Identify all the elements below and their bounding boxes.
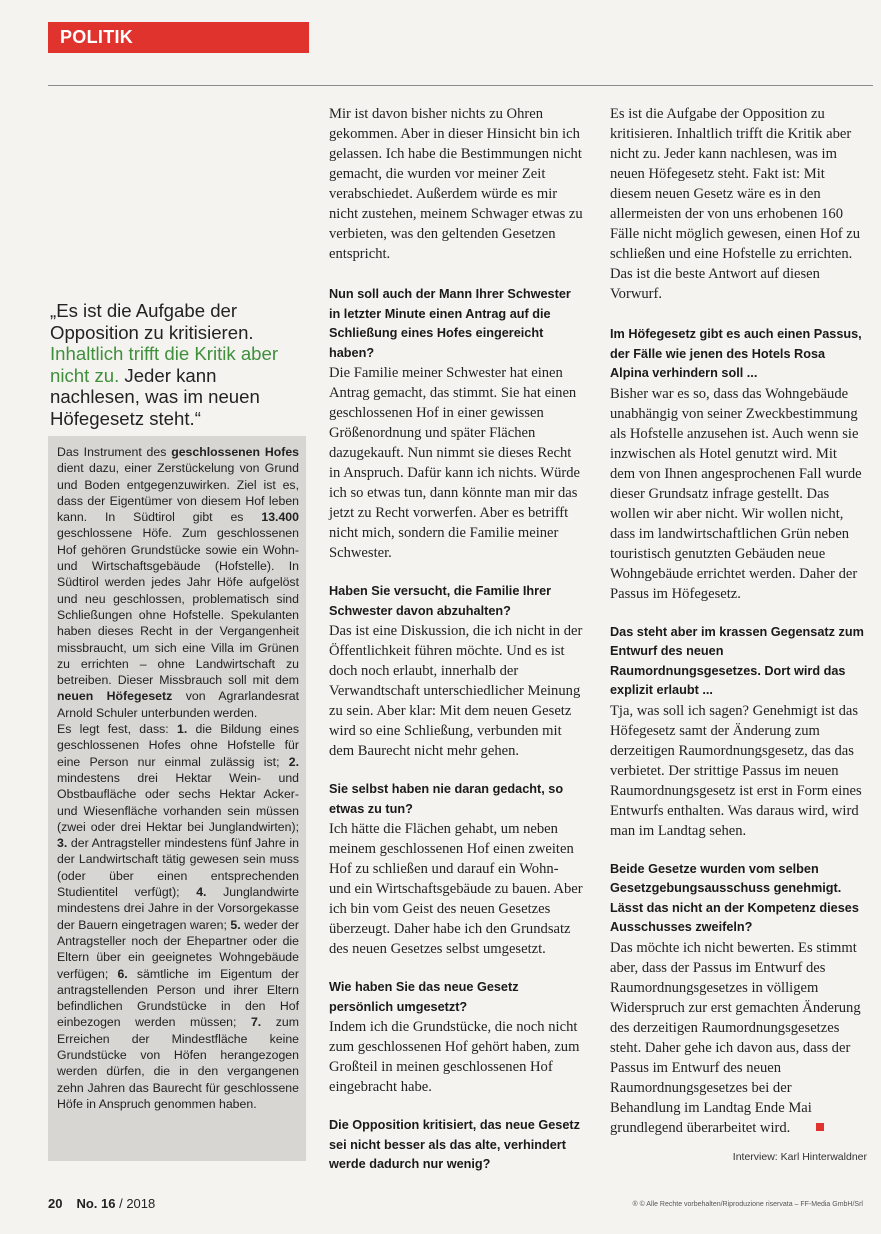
list-number: 2. — [288, 754, 299, 769]
end-of-article-mark — [816, 1123, 824, 1131]
info-text: von Agrarlandesrat Arnold Schuler unterbunden werden. — [57, 689, 300, 720]
answer-final — [610, 938, 865, 1138]
info-text: Es legt fest, dass: — [57, 722, 177, 737]
question: Wie haben Sie das neue Gesetz persönlich umgesetzt? — [329, 980, 519, 1014]
page-number: 20 — [48, 1196, 63, 1211]
issue-number: No. 16 — [76, 1196, 116, 1211]
answer: Indem ich die Grundstücke, die noch nicht zum geschlossenen Hof gehört haben, zum Großteil in meinen geschlossenen Hof eingebracht habe. — [329, 1019, 580, 1095]
answer: Ich hätte die Flächen gehabt, um neben meinem geschlossenen Hof einen zweiten Hof zu schließen und darauf ein Wohn- und ein Wirtschaftsgebäude zu bauen. Aber ich bin vom Geist des neuen Gesetzes überzeugt. Daher habe ich den Grundsatz des neuen Gesetzes selbst umgesetzt. — [329, 821, 583, 957]
question: Die Opposition kritisiert, das neue Gesetz sei nicht besser als das alte, verhindert werde dadurch nur wenig? — [329, 1118, 580, 1171]
list-number: 5. — [230, 917, 241, 932]
info-text: dient dazu, einer Zerstückelung von Grund und Boden entgegenzuwirken. Ziel ist es, dass der Eigentümer von diesem Hof leben kann. In Südtirol gibt es — [57, 461, 299, 525]
list-number: 7. — [250, 1015, 262, 1030]
header-divider — [48, 85, 873, 86]
section-label: POLITIK — [48, 22, 309, 53]
question: Haben Sie versucht, die Familie Ihrer Schwester davon abzuhalten? — [329, 584, 552, 618]
question: Nun soll auch der Mann Ihrer Schwester in letzter Minute einen Antrag auf die Schließung eines Hofes eingereicht haben? — [329, 287, 571, 360]
list-number: 4. — [196, 885, 207, 900]
answer-text: Das möchte ich nicht bewerten. Es stimmt aber, dass der Passus im Entwurf des Raumordnungsgesetzes in völligem Widerspruch zur erst gemachten Änderung des derzeitigen Raumordnungsgesetzes steht. Daher gehe ich davon aus, dass der Passus im Entwurf des neuen Raumordnungsgesetzes bei der Behandlung im Landtag Ende Mai grundlegend überarbeitet wird. — [610, 939, 861, 1136]
info-text: Junglandwirte mindestens drei Jahre in der Vorsorgekasse der Bauern eingetragen waren; — [57, 885, 299, 932]
issue-year: / 2018 — [115, 1196, 156, 1211]
interview-credit: Interview: Karl Hinterwaldner — [732, 1151, 867, 1163]
answer: Mir ist davon bisher nichts zu Ohren gekommen. Aber in dieser Hinsicht bin ich gelassen. Ich habe die Bestimmungen nicht gemacht, die wurden vor meiner Zeit verabschiedet. Außerdem würde es mir nicht zustehen, meinem Schwager etwas zu verbieten, was den geltenden Gesetzen entspricht. — [329, 106, 583, 262]
info-text: sämtliche im Eigentum der antragstellenden Person und ihrer Eltern befindlichen Grundstücke in den Hof einbezogen werden müssen; — [57, 966, 299, 1030]
list-number: 3. — [57, 836, 68, 851]
footer-page-info — [48, 1196, 155, 1211]
pull-quote-part-3: Jeder kann nachlesen, was im neuen Höfegesetz steht.“ — [50, 364, 260, 429]
question: Beide Gesetze wurden vom selben Gesetzgebungsausschuss genehmigt. Lässt das nicht an der Kompetenz dieses Ausschusses zweifeln? — [610, 861, 859, 934]
list-number: 6. — [117, 966, 128, 981]
question: Das steht aber im krassen Gegensatz zum Entwurf des neuen Raumordnungsgesetzes. Dort wird das explizit erlaubt ... — [610, 624, 864, 697]
interview-column-3 — [610, 104, 865, 1138]
info-text: der Antragsteller mindestens fünf Jahre in der Landwirtschaft tätig gewesen sein muss (oder über einen entsprechenden Studientitel verfügt); — [57, 836, 299, 900]
info-text: Das Instrument des — [57, 445, 172, 459]
pull-quote-part-1: „Es ist die Aufgabe der Opposition zu kritisieren. — [50, 300, 254, 343]
pull-quote-highlight: Inhaltlich trifft die Kritik aber nicht zu. — [50, 343, 279, 386]
info-bold: neuen Höfegesetz — [57, 689, 173, 704]
info-text: mindestens drei Hektar Wein- und Obstbaufläche oder sechs Hektar Acker- und Wiesenfläche vorhanden sein müssen (zwei oder drei Hektar bei Junglandwirten); — [57, 770, 299, 834]
pull-quote — [50, 300, 280, 429]
answer: Bisher war es so, dass das Wohngebäude unabhängig von seiner Zweckbestimmung als Hofstelle anzusehen ist. Auch wenn sie inzwischen als Hotel genutzt wird. Mit dem von Ihnen angesprochenen Fall wurde dieser Grundsatz infrage gestellt. Das wollen wir aber nicht. Wir wollen nicht, dass im landwirtschaftlichen Grün neben touristisch genutzten Gebäuden neue Wohngebäude errichtet werden. Daher der Passus im Höfegesetz. — [610, 385, 862, 602]
copyright-notice: ® © Alle Rechte vorbehalten/Riproduzione riservata – FF-Media GmbH/Srl — [632, 1201, 863, 1208]
info-text: zum Erreichen der Mindestfläche keine Grundstücke von Höfen herangezogen werden dürfen, die in den vergangenen zehn Jahren das Baurecht für geschlossene Höfe in Anspruch genommen haben. — [57, 1015, 299, 1111]
question: Im Höfegesetz gibt es auch einen Passus, der Fälle wie jenen des Hotels Rosa Alpina verhindern soll ... — [610, 327, 862, 380]
answer: Das ist eine Diskussion, die ich nicht in der Öffentlichkeit führen möchte. Und es ist doch noch erlaubt, innerhalb der Verwandtschaft unterschiedlicher Meinung zu sein. Aber klar: Mit dem neuen Gesetz wird so eine Schließung, verbunden mit dem Baurecht nicht mehr gehen. — [329, 623, 583, 759]
info-bold: 13.400 — [261, 510, 299, 525]
info-text: die Bildung eines geschlossenen Hofes ohne Hofstelle für eine Person nur einmal zulässig ist; — [57, 722, 299, 769]
info-text: weder der Antragsteller noch der Ehepartner oder die Eltern über ein geeignetes Wohngebäude verfügen; — [57, 917, 299, 981]
answer: Es ist die Aufgabe der Opposition zu kritisieren. Inhaltlich trifft die Kritik aber nicht zu. Jeder kann nachlesen, was im neuen Höfegesetz steht. Fakt ist: Mit diesem neuen Gesetz wäre es in den allermeisten der von uns erhobenen 160 Fälle nicht möglich gewesen, einen Hof zu schließen und eine Hofstelle zu errichten. Das ist die beste Antwort auf diesen Vorwurf. — [610, 106, 861, 302]
answer: Die Familie meiner Schwester hat einen Antrag gemacht, das stimmt. Sie hat einen geschlossenen Hof in einer gewissen Größenordnung und später Flächen dazugekauft. Nun nimmt sie dieses Recht in Anspruch. Dafür kann ich nichts. Würde ich so etwas tun, dann könnte man mir das jetzt zu Recht vorwerfen. Aber es betrifft nicht mich, sondern die Familie meiner Schwester. — [329, 365, 581, 561]
answer: Tja, was soll ich sagen? Genehmigt ist das Höfegesetz samt der Änderung zum derzeitigen Raumordnungsgesetz, das das verbietet. Der strittige Passus im neuen Raumordnungsgesetz ist erst in Form eines Entwurfs enthalten. Was daraus wird, wird man im Landtag sehen. — [610, 702, 862, 839]
question: Sie selbst haben nie daran gedacht, so etwas zu tun? — [329, 782, 564, 816]
interview-column-2 — [329, 104, 584, 1175]
info-box — [48, 436, 306, 1161]
info-bold: geschlossenen Hofes — [171, 445, 299, 459]
list-number: 1. — [177, 722, 188, 737]
info-text: geschlossene Höfe. Zum geschlossenen Hof gehören Grundstücke sowie ein Wohn- und Wirtschaftsgebäude (Hofstelle). In Südtirol werden jedes Jahr Höfe aufgelöst und neu geschlossen, problematisch sind Schließungen ohne Hofstelle. Spekulanten haben dieses Recht in der Vergangenheit missbraucht, um sich eine Villa im Grünen zu errichten – ohne Landwirtschaft zu betreiben. Dieser Missbrauch soll mit dem — [57, 526, 299, 688]
